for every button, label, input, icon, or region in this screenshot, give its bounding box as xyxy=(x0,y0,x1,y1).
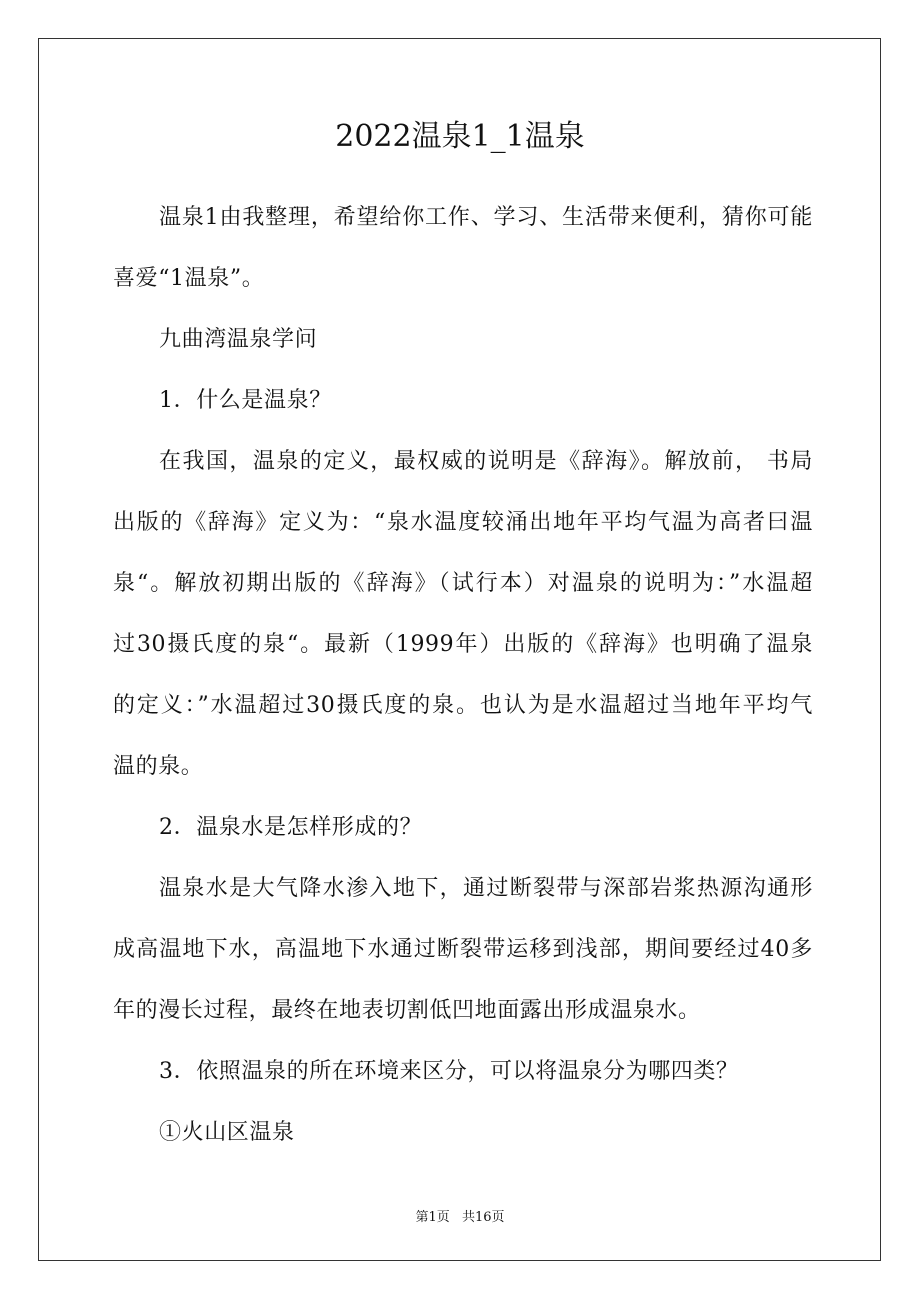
text-line: 3．依照温泉的所在环境来区分，可以将温泉分为哪四类？ xyxy=(159,1059,739,1084)
text-line: ①火山区温泉 xyxy=(159,1120,295,1145)
text-line: 喜爱“1温泉”。 xyxy=(113,266,265,291)
document-title: 2022温泉1_1温泉 xyxy=(335,119,585,154)
text-line: 成高温地下水，高温地下水通过断裂带运移到浅部，期间要经过40多 xyxy=(113,937,813,962)
text-line: 年的漫长过程，最终在地表切割低凹地面露出形成温泉水。 xyxy=(113,998,701,1023)
text-line: 过30摄氏度的泉“。最新（1999年）出版的《辞海》也明确了温泉 xyxy=(113,632,813,657)
text-line: 温泉1由我整理，希望给你工作、学习、生活带来便利，猜你可能 xyxy=(159,205,813,230)
text-line: 在我国，温泉的定义，最权威的说明是《辞海》。解放前， 书局 xyxy=(159,449,813,474)
page-number: 第1页 xyxy=(415,1210,450,1225)
text-line: 2．温泉水是怎样形成的？ xyxy=(159,815,423,840)
document-body xyxy=(113,187,813,1163)
page-total: 共16页 xyxy=(461,1210,505,1225)
text-line: 温泉水是大气降水渗入地下，通过断裂带与深部岩浆热源沟通形 xyxy=(159,876,813,901)
text-line: 的定义：”水温超过30摄氏度的泉。也认为是水温超过当地年平均气 xyxy=(113,693,813,718)
text-line: 泉“。解放初期出版的《辞海》（试行本）对温泉的说明为：”水温超 xyxy=(113,571,813,596)
text-line: 1．什么是温泉？ xyxy=(159,388,332,413)
text-line: 温的泉。 xyxy=(113,754,204,779)
text-line: 出版的《辞海》定义为：“泉水温度较涌出地年平均气温为高者曰温 xyxy=(113,510,813,535)
page-footer xyxy=(0,1206,920,1225)
text-line: 九曲湾温泉学问 xyxy=(159,327,318,352)
